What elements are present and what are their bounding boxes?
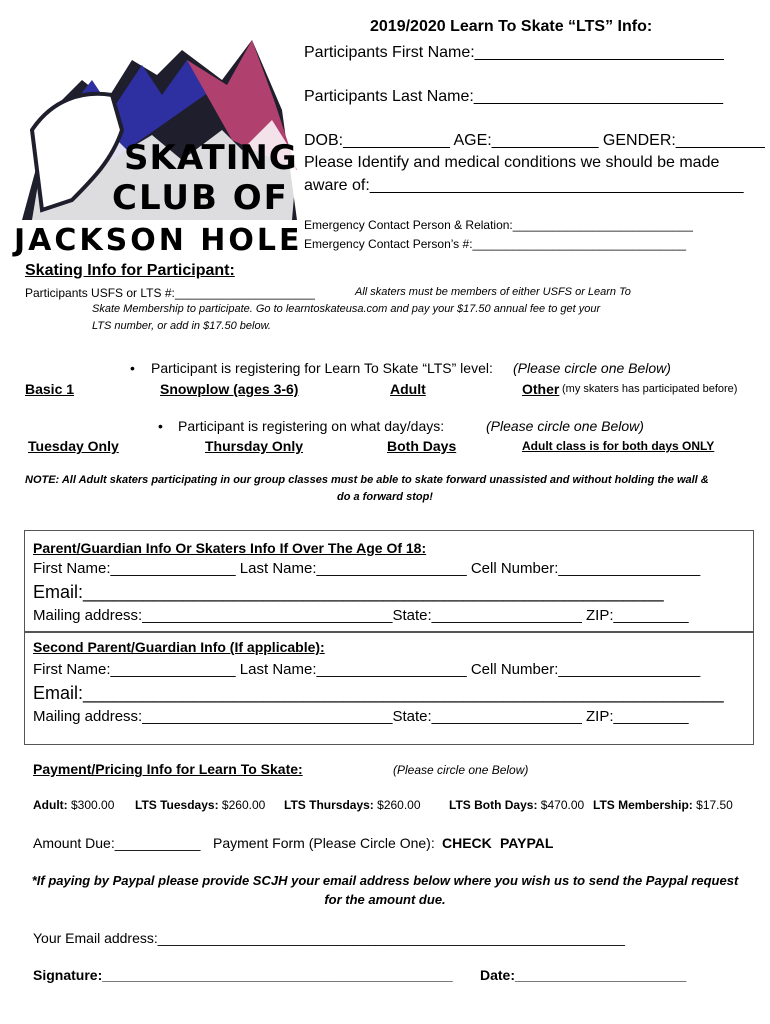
price-label: LTS Thursdays: bbox=[284, 798, 374, 812]
price-value: $17.50 bbox=[696, 798, 733, 812]
bullet-icon: • bbox=[130, 360, 135, 376]
price-lts-thursdays[interactable] bbox=[284, 798, 421, 812]
club-logo bbox=[12, 20, 302, 260]
second-parent-heading: Second Parent/Guardian Info (If applicable): bbox=[33, 639, 325, 655]
your-email-field[interactable]: Your Email address:____________________________________________________________ bbox=[33, 930, 625, 946]
paypal-note-line-1: *If paying by Paypal please provide SCJH your email address below where you wish us to send the Paypal request bbox=[31, 873, 739, 888]
payment-form-label: Payment Form (Please Circle One): bbox=[213, 835, 435, 851]
payment-hint: (Please circle one Below) bbox=[393, 763, 529, 777]
paypal-note-line-2: for the amount due. bbox=[324, 892, 446, 907]
day-option-thursday[interactable]: Thursday Only bbox=[205, 438, 304, 454]
usfs-note-line-2: Skate Membership to participate. Go to learntoskateusa.com and pay your $17.50 annual fee to get your bbox=[92, 303, 601, 315]
price-value: $300.00 bbox=[71, 798, 115, 812]
level-hint: (Please circle one Below) bbox=[513, 360, 671, 376]
adult-skater-note-line-2: do a forward stop! bbox=[337, 491, 433, 503]
bullet-icon: • bbox=[158, 418, 163, 434]
days-question: Participant is registering on what day/days: bbox=[178, 418, 445, 434]
logo-line-2: CLUB OF bbox=[112, 178, 289, 218]
second-parent-email-field[interactable]: Email:________________________________________________________________ bbox=[33, 683, 724, 703]
signature-field[interactable]: Signature:_____________________________________________ bbox=[33, 967, 453, 983]
day-option-tuesday[interactable]: Tuesday Only bbox=[28, 438, 119, 454]
skating-info-heading: Skating Info for Participant: bbox=[25, 262, 235, 279]
other-level-note: (my skaters has participated before) bbox=[562, 383, 738, 395]
price-label: LTS Both Days: bbox=[449, 798, 538, 812]
participant-last-name-field[interactable]: Participants Last Name:____________________________ bbox=[304, 88, 724, 105]
logo-line-3: JACKSON HOLE bbox=[14, 223, 303, 258]
parent-info-heading: Parent/Guardian Info Or Skaters Info If Over The Age Of 18: bbox=[33, 540, 427, 556]
level-option-snowplow[interactable]: Snowplow (ages 3-6) bbox=[160, 381, 299, 397]
usfs-number-field[interactable]: Participants USFS or LTS #:_____________________ bbox=[25, 286, 315, 300]
medical-conditions-field[interactable]: aware of:__________________________________________ bbox=[304, 177, 744, 194]
day-option-both[interactable]: Both Days bbox=[387, 438, 457, 454]
adult-skater-note-line-1: NOTE: All Adult skaters participating in our group classes must be able to skate forward unassisted and without holding the wall & bbox=[25, 474, 709, 486]
amount-due-field[interactable]: Amount Due:___________ bbox=[33, 835, 201, 851]
date-field[interactable]: Date:______________________ bbox=[480, 967, 687, 983]
payment-option-check[interactable]: CHECK bbox=[442, 835, 492, 851]
adult-days-note: Adult class is for both days ONLY bbox=[522, 439, 715, 453]
payment-heading: Payment/Pricing Info for Learn To Skate: bbox=[33, 761, 303, 777]
parent-email-field[interactable]: Email:__________________________________________________________ bbox=[33, 582, 664, 602]
price-lts-membership[interactable] bbox=[593, 798, 733, 812]
price-value: $470.00 bbox=[540, 798, 585, 812]
parent-mailing-field[interactable]: Mailing address:______________________________State:__________________ ZIP:_________ bbox=[33, 607, 689, 624]
price-label: Adult: bbox=[33, 798, 68, 812]
logo-line-1: SKATING bbox=[124, 138, 298, 178]
second-parent-mailing-field[interactable]: Mailing address:______________________________State:__________________ ZIP:_________ bbox=[33, 708, 689, 725]
level-option-basic1[interactable]: Basic 1 bbox=[25, 381, 75, 397]
level-option-other[interactable]: Other bbox=[522, 381, 560, 397]
price-adult[interactable] bbox=[33, 798, 114, 812]
price-value: $260.00 bbox=[377, 798, 421, 812]
usfs-note-line-3: LTS number, or add in $17.50 below. bbox=[92, 320, 271, 332]
price-label: LTS Membership: bbox=[593, 798, 693, 812]
price-lts-tuesdays[interactable] bbox=[135, 798, 265, 812]
price-label: LTS Tuesdays: bbox=[135, 798, 219, 812]
payment-option-paypal[interactable]: PAYPAL bbox=[500, 835, 554, 851]
days-hint: (Please circle one Below) bbox=[486, 418, 644, 434]
participant-first-name-field[interactable]: Participants First Name:____________________________ bbox=[304, 44, 724, 61]
price-value: $260.00 bbox=[221, 798, 266, 812]
usfs-note-line-1: All skaters must be members of either USFS or Learn To bbox=[355, 286, 631, 298]
form-title: 2019/2020 Learn To Skate “LTS” Info: bbox=[370, 18, 653, 35]
price-lts-both-days[interactable] bbox=[449, 798, 584, 812]
level-question: Participant is registering for Learn To Skate “LTS” level: bbox=[151, 360, 493, 376]
level-option-adult[interactable]: Adult bbox=[390, 381, 426, 397]
emergency-contact-phone-field[interactable]: Emergency Contact Person’s #:________________________________ bbox=[304, 237, 687, 251]
parent-names-field[interactable]: First Name:_______________ Last Name:__________________ Cell Number:_________________ bbox=[33, 560, 701, 577]
dob-age-gender-field[interactable]: DOB:____________ AGE:____________ GENDER:__________ bbox=[304, 132, 765, 149]
emergency-contact-relation-field[interactable]: Emergency Contact Person & Relation:___________________________ bbox=[304, 218, 693, 232]
medical-conditions-label: Please Identify and medical conditions we should be made bbox=[304, 154, 720, 171]
second-parent-names-field[interactable]: First Name:_______________ Last Name:__________________ Cell Number:_________________ bbox=[33, 661, 701, 678]
